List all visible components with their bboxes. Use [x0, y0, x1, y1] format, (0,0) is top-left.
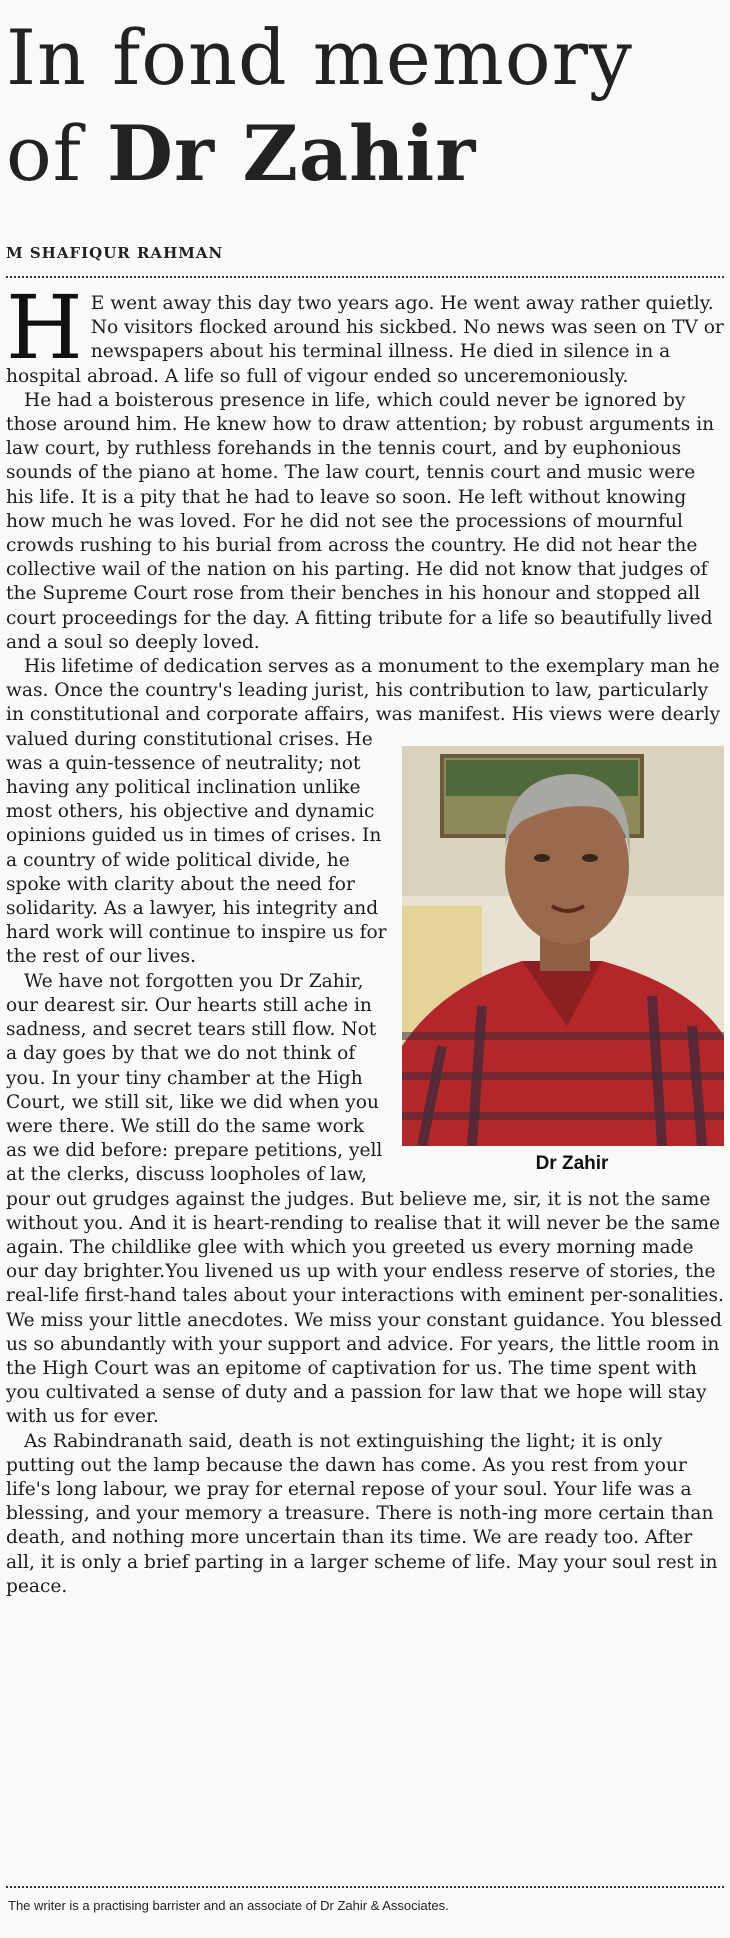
- photo-block: [402, 746, 724, 1176]
- headline: [6, 0, 724, 202]
- article-paragraph-4: We have not forgotten you Dr Zahir, our dearest sir. Our hearts still ache in sadness, and secret tears still flow. Not a day goes by that we do not think of you. In your tiny chamber at the High Court, we still sit, like we did when you were there. We still do the same work as we did before: prepare petitions, yell at the clerks, discuss loopholes of law, pour out grudges against the judges. But believe me, sir, it is not the same without you. And it is heart-rending to realise that it will never be the same again. The childlike glee with which you greeted us every morning made our day brighter.You livened us up with your endless reserve of stories, the real-life first-hand tales about your interactions with eminent per-sonalities. We miss your little anecdotes. We miss your constant guidance. You blessed us so abundantly with your support and advice. For years, the little room in the High Court was an epitome of captivation for us. The time spent with you cultivated a sense of duty and a passion for law that we hope will stay with us for ever.: [6, 970, 724, 1428]
- headline-name: Dr Zahir: [107, 109, 477, 198]
- paragraph-3-lead: His lifetime of dedication serves as a monument to the exemplary man he was. Once the country's leading jurist, his contribution to law, particularly in constitutional and corporate affairs, was manifest.: [6, 656, 720, 726]
- footer-divider: [6, 1886, 724, 1888]
- article-paragraph-2: He had a boisterous presence in life, which could never be ignored by those around him. He knew how to draw attention; by robust arguments in law court, by ruthless forehands in the tennis court, and by euphonious sounds of the piano at home. The law court, tennis court and music were his life. It is a pity that he had to leave so soon. He left without knowing how much he was loved. For he did not see the processions of mournful crowds rushing to his burial from across the country. He did not hear the collective wail of the nation on his parting. He did not know that judges of the Supreme Court rose from their benches in his honour and stopped all court proceedings for the day. A fitting tribute for a life so beautifully lived and a soul so deeply loved.: [6, 389, 715, 653]
- article-paragraph-1: [6, 276, 724, 389]
- article-paragraph-5: As Rabindranath said, death is not extinguishing the light; it is only putting out the lamp because the dawn has come. As you rest from your life's long labour, we pray for eternal repose of your soul. Your life was a blessing, and your memory a treasure. There is noth-ing more certain than death, and nothing more uncertain than its time. We are ready too. After all, it is only a brief parting in a larger scheme of life. May your soul rest in peace.: [6, 1430, 718, 1597]
- photo-caption: Dr Zahir: [535, 1152, 609, 1174]
- headline-line-2: [6, 106, 724, 202]
- byline-divider: [6, 276, 724, 278]
- portrait-image: [402, 746, 724, 1146]
- paragraph-1-text: E went away this day two years ago. He went away rather quietly. No visitors flocked around his sickbed. No news was seen on TV or newspapers about his terminal illness. He died in silence in a hospital abroad. A life so full of vigour ended so unceremoniously.: [6, 293, 724, 387]
- paragraph-3-rest: His views were dearly valued during constitutional crises. He was a quin-tessence of neutrality; not having any political inclination unlike most others, his objective and dynamic opinions guided us in times of crises. In a country of wide political divide, he spoke with clarity about the need for solidarity. As a lawyer, his integrity and hard work will continue to inspire us for the rest of our lives.: [6, 704, 721, 968]
- headline-line-1: In fond memory: [6, 13, 633, 102]
- article-body: [6, 276, 724, 1599]
- author-note: The writer is a practising barrister and an associate of Dr Zahir & Associates.: [8, 1898, 449, 1913]
- byline: M SHAFIQUR RAHMAN: [6, 244, 224, 262]
- headline-prefix: of: [6, 109, 108, 198]
- article-paragraph-3: [6, 655, 724, 1174]
- drop-cap: H: [6, 276, 83, 379]
- portrait-photo: [402, 746, 724, 1146]
